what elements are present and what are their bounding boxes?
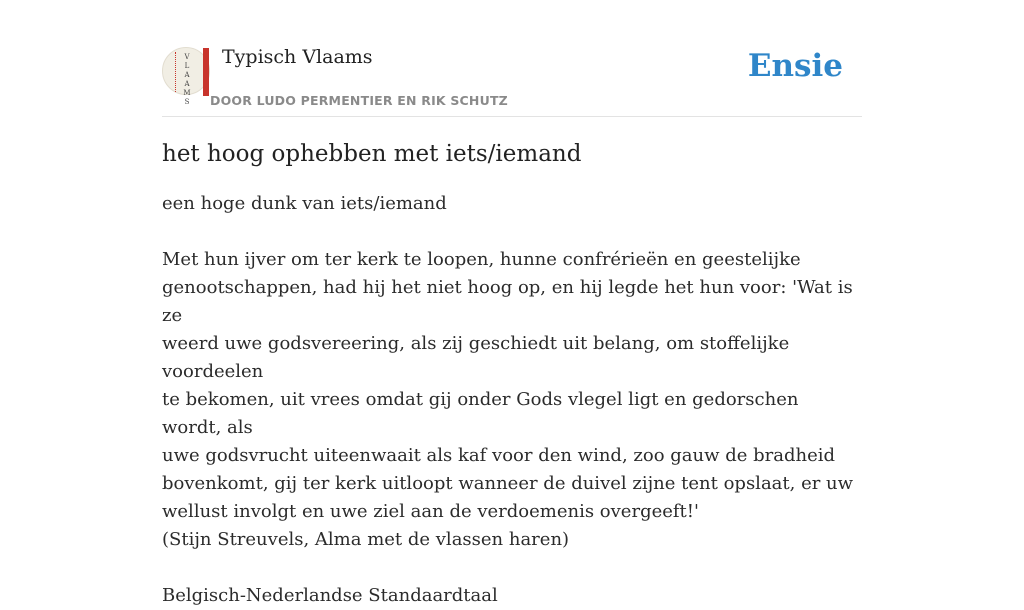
entry-title: het hoog ophebben met iets/iemand — [162, 141, 582, 167]
entry-definition: een hoge dunk van iets/iemand — [162, 193, 447, 214]
book-title-link[interactable]: Typisch Vlaams — [222, 46, 373, 68]
cover-lettering: V L A A M S — [183, 53, 191, 106]
book-cover-image[interactable] — [162, 47, 210, 106]
ensie-logo-link[interactable]: Ensie — [747, 48, 843, 84]
entry-quote: Met hun ijver om ter kerk te loopen, hunne confrérieën en geestelijke genootschappen, had hij het niet hoog op, en hij legde het hun voor: 'Wat is ze weerd uwe godsvereering, als zij geschiedt uit belang, om stoffelijke voordeelen te bekomen, uit vrees omdat gij onder Gods vlegel ligt en gedorschen wordt, als uwe godsvrucht uiteenwaait als kaf voor den wind, zoo gauw de bradheid bovenkomt, gij ter kerk uitloopt wanneer de duivel zijne tent opslaat, er uw wellust involgt en uwe ziel aan de verdoemenis overgeeft!' — [162, 249, 854, 522]
header — [162, 0, 862, 117]
book-authors: DOOR LUDO PERMENTIER EN RIK SCHUTZ — [210, 93, 508, 108]
quote-source: (Stijn Streuvels, Alma met de vlassen haren) — [162, 529, 570, 550]
cover-decoration — [175, 52, 178, 92]
entry-region: Belgisch-Nederlandse Standaardtaal — [162, 585, 498, 606]
cover-stripe — [203, 48, 209, 96]
entry-content — [162, 138, 862, 610]
